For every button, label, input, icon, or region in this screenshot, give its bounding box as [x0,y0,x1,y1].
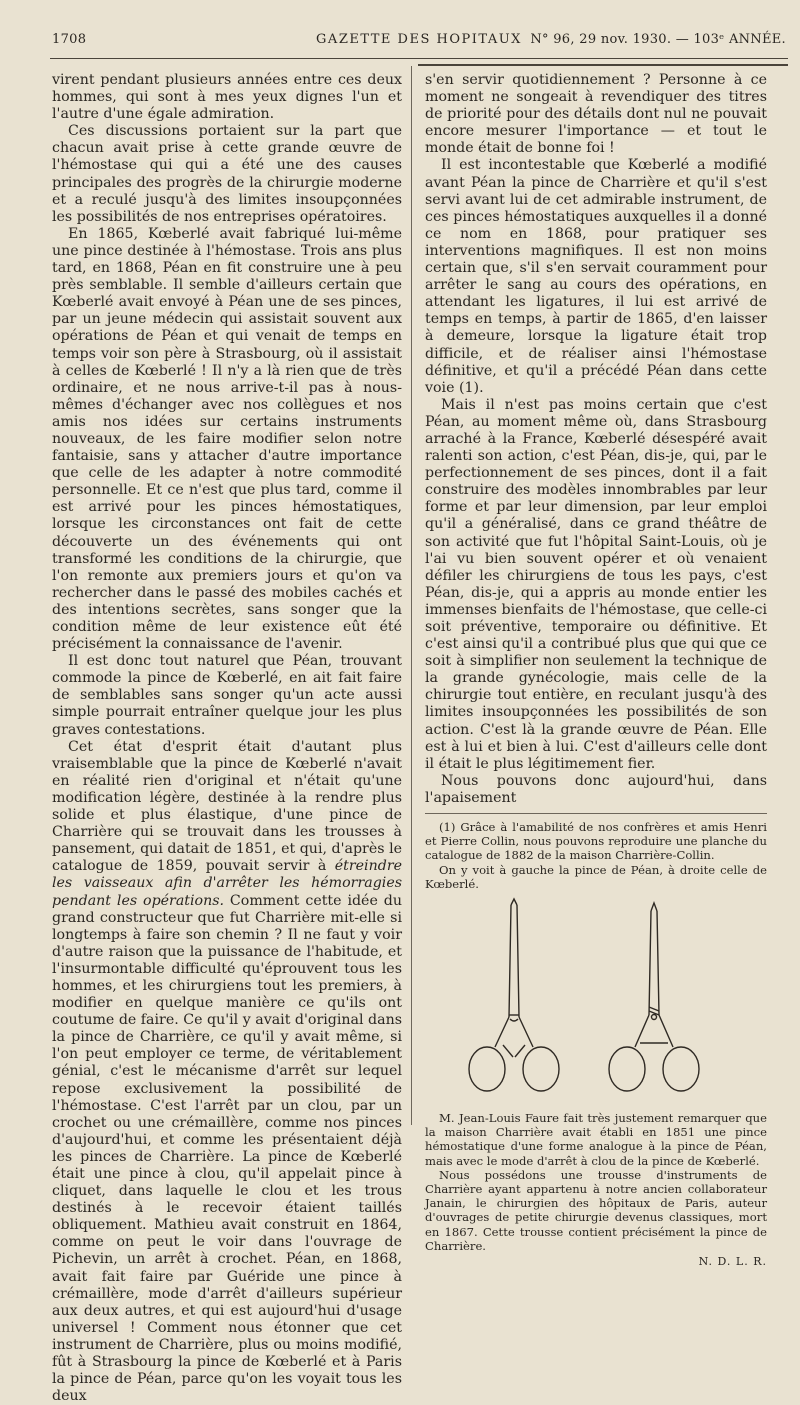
paragraph: Il est donc tout naturel que Péan, trouvant commode la pince de Kœberlé, en ait fait faire de semblables sans songer qu'un acte aussi simple pourrait entraîner quelque jour les plus graves contestations. [52,653,402,738]
pean-forceps-image [469,899,559,1091]
italic-quote: étreindre les vaisseaux afin d'arrêter les hémorragies pendant les opérations. [52,858,402,909]
paragraph [52,739,402,1405]
footnote: (1) Grâce à l'amabilité de nos confrères et amis Henri et Pierre Collin, nous pouvons reproduire une planche du catalogue de 1882 de la maison Charrière-Collin. [425,820,767,863]
editor-signature: N. D. L. R. [698,1255,767,1269]
footnotes [425,820,767,1269]
left-column [52,72,402,1405]
koeberle-forceps-image [609,903,699,1091]
paragraph: Mais il n'est pas moins certain que c'est Péan, au moment même où, dans Strasbourg arraché à la France, Kœberlé désespéré avait ralenti son action, c'est Péan, dis-je, qui, par le perfectionnement de ses pinces, dont il a fait construire des modèles innombrables par leur forme et par leur dimension, par leur emploi qu'il a généralisé, dans ce grand théâtre de son activité que fut l'hôpital Saint-Louis, où je l'ai vu bien souvent opérer et où venaient défiler les chirurgiens de tous les pays, c'est Péan, dis-je, qui a appris au monde entier les immenses bienfaits de l'hémostase, que celle-ci soit préventive, temporaire ou définitive. Et c'est ainsi qu'il a contribué plus que qui que ce soit à simplifier non seulement la technique de la grande gynécologie, mais celle de la chirurgie tout entière, en reculant jusqu'à des limites insoupçonnées les possibilités de son action. C'est là la grande œuvre de Péan. Elle est à lui et bien à lui. C'est d'ailleurs celle dont il était le plus légitimement fier. [425,396,767,772]
footnote: On y voit à gauche la pince de Péan, à droite celle de Kœberlé. [425,862,767,891]
forceps-drawing [425,897,767,1107]
text-run: Cet état d'esprit était d'autant plus vraisemblable que la pince de Kœberlé n'avait en réalité rien d'original et n'était qu'une modification légère, destinée à la rendre plus solide et plus élastique, d'une pince de Charrière qui se trouvait dans les trousses à pansement, qui datait de 1851, et qui, d'après le catalogue de 1859, pouvait servir à [52,738,402,875]
paragraph: Nous pouvons donc aujourd'hui, dans l'apaisement [425,772,767,806]
header-rule-double [418,64,788,66]
footnote: M. Jean-Louis Faure fait très justement remarquer que la maison Charrière avait établi en 1851 une pince hémostatique d'une forme analogue à la pince de Péan, mais avec le mode d'arrêt à clou de la pince de Kœberlé. [425,1111,767,1168]
page-number: 1708 [52,32,87,47]
footnote: Nous possédons une trousse d'instruments de Charrière ayant appartenu à notre ancien collaborateur Janain, le chirurgien des hôpitaux de Paris, auteur d'ouvrages de petite chirurgie devenus classiques, mort en 1867. Cette trousse contient précisément la pince de Charrière. [425,1167,767,1253]
forceps-illustration [425,897,767,1107]
paragraph: virent pendant plusieurs années entre ces deux hommes, qui sont à mes yeux dignes l'un et l'autre d'une égale admiration. [52,72,402,123]
text-run: Comment cette idée du grand constructeur que fut Charrière mit-elle si longtemps à faire son chemin ? Il ne faut y voir d'autre raison que la puissance de l'habitude, et l'insurmontable difficulté qu'éprouvent tous les hommes, et les chirurgiens tout les premiers, à modifier en quelque manière ce qu'ils ont coutume de faire. Ce qu'il y avait d'original dans la pince de Charrière, ce qu'il y avait même, si l'on peut employer ce terme, de véritablement génial, c'est le mécanisme d'arrêt sur lequel repose exclusivement la possibilité de l'hémostase. C'est l'arrêt par un clou, par un crochet ou une crémaillère, comme nos pinces d'aujourd'hui, et comme les présentaient déjà les pinces de Charrière. La pince de Kœberlé était une pince à clou, qu'il appelait pince à cliquet, dans laquelle le clou et les trous destinés à le recevoir étaient taillés obliquement. Mathieu avait construit en 1864, comme on peut le voir dans l'ouvrage de Pichevin, un arrêt à crochet. Péan, en 1868, avait fait faire par Guéride une pince à crémaillère, mode d'arrêt d'ailleurs supérieur aux deux autres, et qui est aujourd'hui d'usage universel ! Comment nous étonner que cet instrument de Charrière, plus ou moins modifié, fût à Strasbourg la pince de Kœberlé et à Paris la pince de Péan, parce qu'on les voyait tous les deux [52,892,402,1405]
paragraph: s'en servir quotidiennement ? Personne à ce moment ne songeait à revendiquer des titres de priorité pour des détails dont nul ne pouvait encore mesurer l'importance — et tout le monde était de bonne foi ! [425,72,767,157]
header-rule [50,58,788,59]
column-divider [411,66,412,1125]
paragraph: Il est incontestable que Kœberlé a modifié avant Péan la pince de Charrière et qu'il s'est servi avant lui de cet admirable instrument, de ces pinces hémostatiques auxquelles il a donné ce nom en 1868, pour pratiquer ses interventions magnifiques. Il est non moins certain que, s'il s'en servait couramment pour arrêter le sang au cours des opérations, en attendant les ligatures, il lui est arrivé de temps en temps, à partir de 1865, d'en laisser à demeure, lorsque la ligature était trop difficile, et de réaliser ainsi l'hémostase définitive, et qu'il a précédé Péan dans cette voie (1). [425,157,767,396]
issue-info: N° 96, 29 nov. 1930. — 103ᵉ ANNÉE. [530,32,786,47]
journal-title: GAZETTE DES HOPITAUX [316,32,522,47]
footnote-rule [425,813,767,814]
page-header [52,32,786,58]
paragraph: Ces discussions portaient sur la part que chacun avait prise à cette grande œuvre de l'hémostase qui qui a été une des causes principales des progrès de la chirurgie moderne et a reculé jusqu'à des limites insoupçonnées les possibilités de nos entreprises opératoires. [52,123,402,225]
paragraph: En 1865, Kœberlé avait fabriqué lui-même une pince destinée à l'hémostase. Trois ans plus tard, en 1868, Péan en fit construire une à peu près semblable. Il semble d'ailleurs certain que Kœberlé avait envoyé à Péan une de ses pinces, par un jeune médecin qui assistait souvent aux opérations de Péan et qui venait de temps en temps voir son père à Strasbourg, où il assistait à celles de Kœberlé ! Il n'y a là rien que de très ordinaire, et ne nous arrive-t-il pas à nous-mêmes d'échanger avec nos collègues et nos amis nos idées sur certains instruments nouveaux, de les faire modifier selon notre fantaisie, sans y attacher d'autre importance que celle de les adapter à notre commodité personnelle. Et ce n'est que plus tard, comme il est arrivé pour les pinces hémostatiques, lorsque les circonstances ont fait de cette découverte un des événements qui ont transformé les conditions de la chirurgie, que l'on remonte aux premiers jours et qu'on va rechercher dans le passé des mobiles cachés et des intentions secrètes, sans songer que la condition même de leur existence eût été précisément la connaissance de l'avenir. [52,225,402,653]
right-column [425,72,767,1269]
